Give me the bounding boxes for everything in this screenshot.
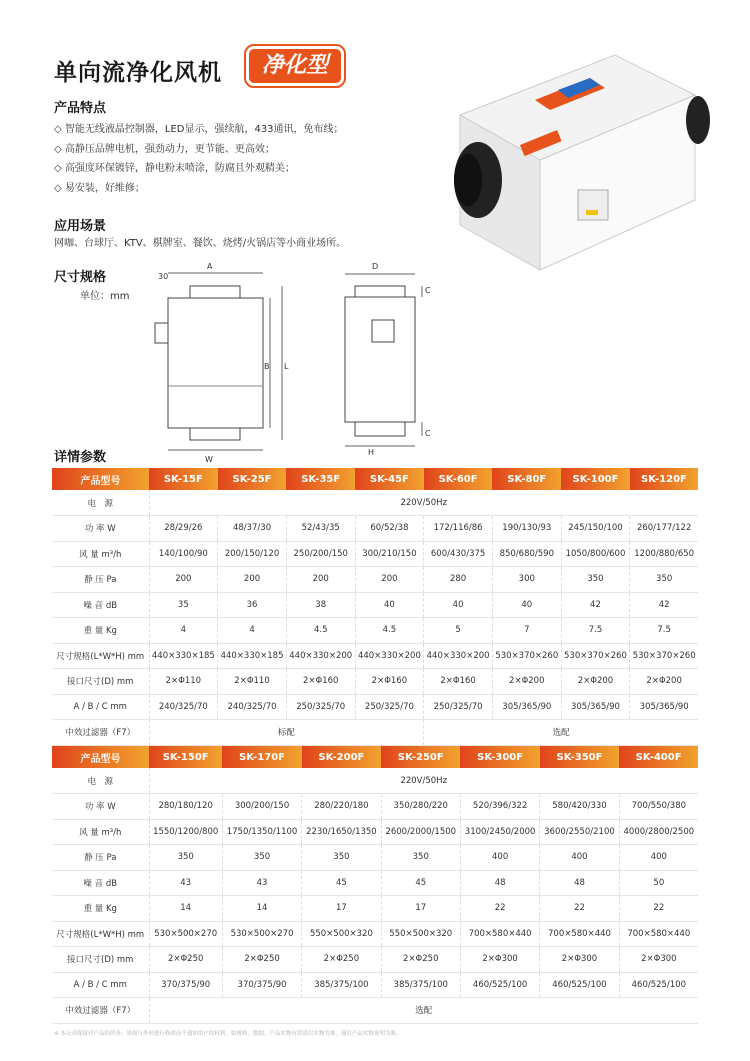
- table-row: [52, 541, 698, 567]
- table-row: [52, 896, 698, 922]
- model-label-header: 产品型号: [52, 746, 149, 768]
- table-cell: 220V/50Hz: [149, 490, 698, 516]
- table-cell: 305/365/90: [561, 694, 630, 720]
- table-cell: 550×500×320: [302, 921, 381, 947]
- row-label: 静 压 Pa: [52, 845, 149, 871]
- table-cell: 350: [561, 567, 630, 593]
- table-cell: 2×Φ300: [619, 947, 698, 973]
- table-cell: 440×330×185: [149, 643, 218, 669]
- table-cell: 选配: [149, 998, 698, 1024]
- front-view-drawing: [150, 258, 300, 463]
- table-cell: 700/550/380: [619, 794, 698, 820]
- table-cell: 440×330×200: [286, 643, 355, 669]
- table-cell: 7: [492, 618, 561, 644]
- table-cell: 600/430/375: [424, 541, 493, 567]
- footer-note: ※ 本公司保留对产品的改善、界面与外形进行修改而不通知用户的权利。如规格、数据、产品实物有误请以实物为准，谨以产品实物说明为准。: [54, 1031, 402, 1037]
- spec-table-1: [52, 468, 698, 746]
- row-label: 接口尺寸(D) mm: [52, 669, 149, 695]
- row-label: 电 源: [52, 768, 149, 794]
- feature-item: ◇ 易安装，好维修；: [54, 182, 145, 194]
- row-label: 噪 音 dB: [52, 870, 149, 896]
- row-label: 静 压 Pa: [52, 567, 149, 593]
- model-header: SK-35F: [286, 468, 355, 490]
- table-cell: 300/200/150: [222, 794, 301, 820]
- table-row: [52, 768, 698, 794]
- model-header: SK-150F: [149, 746, 222, 768]
- row-label: 风 量 m³/h: [52, 819, 149, 845]
- table-row: [52, 567, 698, 593]
- table-cell: 250/325/70: [355, 694, 424, 720]
- table-cell: 460/525/100: [619, 972, 698, 998]
- table-cell: 17: [381, 896, 460, 922]
- features-heading: 产品特点: [54, 101, 107, 116]
- table-cell: 3600/2550/2100: [540, 819, 619, 845]
- table-cell: 370/375/90: [222, 972, 301, 998]
- table-row: [52, 490, 698, 516]
- row-label: 尺寸规格(L*W*H) mm: [52, 643, 149, 669]
- row-label: 噪 音 dB: [52, 592, 149, 618]
- dim-l: L: [284, 362, 289, 371]
- table-cell: 200/150/120: [218, 541, 287, 567]
- table-cell: 43: [149, 870, 222, 896]
- application-heading: 应用场景: [54, 219, 107, 234]
- table-cell: 440×330×200: [355, 643, 424, 669]
- table-row: [52, 720, 698, 746]
- table-cell: 530×500×270: [149, 921, 222, 947]
- model-header: SK-45F: [355, 468, 424, 490]
- table-cell: 350: [222, 845, 301, 871]
- table-cell: 350: [630, 567, 698, 593]
- table-cell: 140/100/90: [149, 541, 218, 567]
- table-cell: 43: [222, 870, 301, 896]
- table-cell: 2×Φ300: [460, 947, 539, 973]
- table-cell: 550×500×320: [381, 921, 460, 947]
- spec-table-2: [52, 746, 698, 1024]
- table-cell: 530×370×260: [561, 643, 630, 669]
- table-cell: 48: [540, 870, 619, 896]
- table-cell: 530×370×260: [492, 643, 561, 669]
- row-label: 功 率 W: [52, 794, 149, 820]
- application-text: 网咖、台球厅、KTV、棋牌室、餐饮、烧烤/火锅店等小商业场所。: [54, 238, 347, 249]
- row-label: 功 率 W: [52, 516, 149, 542]
- dim-h: H: [368, 448, 375, 457]
- table-cell: 14: [149, 896, 222, 922]
- table-row: [52, 972, 698, 998]
- table-cell: 530×500×270: [222, 921, 301, 947]
- row-label: A / B / C mm: [52, 694, 149, 720]
- table-cell: 2×Φ300: [540, 947, 619, 973]
- table-cell: 38: [286, 592, 355, 618]
- table-cell: 40: [492, 592, 561, 618]
- model-header: SK-350F: [540, 746, 619, 768]
- table-row: [52, 794, 698, 820]
- table-cell: 2×Φ200: [492, 669, 561, 695]
- table-cell: 2×Φ110: [149, 669, 218, 695]
- table-cell: 2×Φ250: [222, 947, 301, 973]
- table-row: [52, 516, 698, 542]
- details-heading: 详情参数: [54, 450, 107, 465]
- table-cell: 22: [460, 896, 539, 922]
- dim-w: W: [205, 455, 213, 464]
- table-cell: 580/420/330: [540, 794, 619, 820]
- table-row: [52, 618, 698, 644]
- table-cell: 460/525/100: [540, 972, 619, 998]
- table-cell: 172/116/86: [424, 516, 493, 542]
- table-cell: 17: [302, 896, 381, 922]
- model-header: SK-60F: [424, 468, 493, 490]
- table-row: [52, 845, 698, 871]
- table-row: [52, 819, 698, 845]
- table-cell: 245/150/100: [561, 516, 630, 542]
- table-cell: 400: [460, 845, 539, 871]
- dim-30: 30: [158, 272, 169, 281]
- table-cell: 7.5: [630, 618, 698, 644]
- table-cell: 200: [149, 567, 218, 593]
- table-cell: 2×Φ200: [630, 669, 698, 695]
- model-header: SK-300F: [460, 746, 539, 768]
- table-cell: 530×370×260: [630, 643, 698, 669]
- table-cell: 2×Φ250: [302, 947, 381, 973]
- table-cell: 42: [630, 592, 698, 618]
- feature-list: [54, 120, 344, 198]
- table-cell: 700×580×440: [540, 921, 619, 947]
- table-cell: 50: [619, 870, 698, 896]
- page-title: 单向流净化风机: [54, 60, 222, 86]
- table-cell: 40: [424, 592, 493, 618]
- model-header: SK-200F: [302, 746, 381, 768]
- table-cell: 350: [302, 845, 381, 871]
- row-label: 重 量 Kg: [52, 896, 149, 922]
- dim-a: A: [207, 262, 213, 271]
- row-label: 尺寸规格(L*W*H) mm: [52, 921, 149, 947]
- table-cell: 42: [561, 592, 630, 618]
- table-cell: 28/29/26: [149, 516, 218, 542]
- table-row: [52, 998, 698, 1024]
- table-cell: 350: [381, 845, 460, 871]
- model-header: SK-120F: [630, 468, 698, 490]
- table-cell: 选配: [424, 720, 698, 746]
- table-cell: 700×580×440: [619, 921, 698, 947]
- table-cell: 3100/2450/2000: [460, 819, 539, 845]
- table-cell: 2×Φ160: [355, 669, 424, 695]
- table-row: [52, 694, 698, 720]
- row-label: 电 源: [52, 490, 149, 516]
- table-cell: 52/43/35: [286, 516, 355, 542]
- table-cell: 250/200/150: [286, 541, 355, 567]
- table-cell: 60/52/38: [355, 516, 424, 542]
- table-cell: 350/280/220: [381, 794, 460, 820]
- feature-item: ◇ 高静压品牌电机，强劲动力，更节能、更高效；: [54, 143, 275, 155]
- table-cell: 220V/50Hz: [149, 768, 698, 794]
- table-cell: 305/365/90: [630, 694, 698, 720]
- model-header: SK-100F: [561, 468, 630, 490]
- table-cell: 400: [619, 845, 698, 871]
- table-cell: 标配: [149, 720, 424, 746]
- table-cell: 14: [222, 896, 301, 922]
- table-cell: 2×Φ110: [218, 669, 287, 695]
- table-cell: 1550/1200/800: [149, 819, 222, 845]
- row-label: 接口尺寸(D) mm: [52, 947, 149, 973]
- table-cell: 305/365/90: [492, 694, 561, 720]
- table-header-row: [52, 468, 698, 490]
- table-cell: 200: [355, 567, 424, 593]
- table-cell: 400: [540, 845, 619, 871]
- table-cell: 440×330×185: [218, 643, 287, 669]
- model-header: SK-400F: [619, 746, 698, 768]
- table-cell: 45: [381, 870, 460, 896]
- table-cell: 1750/1350/1100: [222, 819, 301, 845]
- table-row: [52, 669, 698, 695]
- table-cell: 40: [355, 592, 424, 618]
- row-label: A / B / C mm: [52, 972, 149, 998]
- table-cell: 4: [218, 618, 287, 644]
- table-cell: 1050/800/600: [561, 541, 630, 567]
- table-cell: 35: [149, 592, 218, 618]
- dim-d: D: [372, 262, 379, 271]
- table-cell: 300/210/150: [355, 541, 424, 567]
- table-row: [52, 921, 698, 947]
- product-image: [440, 50, 710, 280]
- table-cell: 385/375/100: [302, 972, 381, 998]
- table-cell: 4000/2800/2500: [619, 819, 698, 845]
- table-row: [52, 592, 698, 618]
- table-cell: 250/325/70: [286, 694, 355, 720]
- table-cell: 2230/1650/1350: [302, 819, 381, 845]
- table-cell: 2×Φ160: [286, 669, 355, 695]
- table-cell: 36: [218, 592, 287, 618]
- dim-b: B: [264, 362, 270, 371]
- table-cell: 200: [286, 567, 355, 593]
- table-cell: 4.5: [286, 618, 355, 644]
- dim-c-top: C: [425, 286, 431, 295]
- model-header: SK-25F: [218, 468, 287, 490]
- model-label-header: 产品型号: [52, 468, 149, 490]
- row-label: 中效过滤器（F7）: [52, 720, 149, 746]
- table-cell: 350: [149, 845, 222, 871]
- table-cell: 280/220/180: [302, 794, 381, 820]
- table-cell: 700×580×440: [460, 921, 539, 947]
- table-cell: 240/325/70: [218, 694, 287, 720]
- table-cell: 1200/880/650: [630, 541, 698, 567]
- model-header: SK-80F: [492, 468, 561, 490]
- table-cell: 190/130/93: [492, 516, 561, 542]
- table-cell: 2×Φ160: [424, 669, 493, 695]
- table-cell: 7.5: [561, 618, 630, 644]
- table-cell: 250/325/70: [424, 694, 493, 720]
- feature-item: ◇ 智能无线液晶控制器，LED显示，强续航，433通讯，免布线；: [54, 124, 344, 135]
- feature-item: ◇ 高强度环保镀锌，静电粉末喷涂，防腐且外观精美；: [54, 163, 295, 174]
- table-cell: 300: [492, 567, 561, 593]
- table-cell: 240/325/70: [149, 694, 218, 720]
- table-row: [52, 643, 698, 669]
- model-header: SK-170F: [222, 746, 301, 768]
- table-cell: 2600/2000/1500: [381, 819, 460, 845]
- table-cell: 260/177/122: [630, 516, 698, 542]
- table-cell: 385/375/100: [381, 972, 460, 998]
- row-label: 中效过滤器（F7）: [52, 998, 149, 1024]
- table-cell: 4: [149, 618, 218, 644]
- row-label: 风 量 m³/h: [52, 541, 149, 567]
- size-heading: 尺寸规格: [54, 270, 107, 285]
- table-cell: 22: [619, 896, 698, 922]
- unit-label: 单位：mm: [80, 291, 130, 302]
- table-cell: 280/180/120: [149, 794, 222, 820]
- table-cell: 4.5: [355, 618, 424, 644]
- table-cell: 200: [218, 567, 287, 593]
- table-cell: 520/396/322: [460, 794, 539, 820]
- table-header-row: [52, 746, 698, 768]
- table-cell: 280: [424, 567, 493, 593]
- table-cell: 5: [424, 618, 493, 644]
- table-cell: 370/375/90: [149, 972, 222, 998]
- table-cell: 22: [540, 896, 619, 922]
- type-badge: 净化型: [246, 46, 344, 86]
- table-cell: 850/680/590: [492, 541, 561, 567]
- table-cell: 2×Φ250: [149, 947, 222, 973]
- table-cell: 48: [460, 870, 539, 896]
- model-header: SK-15F: [149, 468, 218, 490]
- table-cell: 45: [302, 870, 381, 896]
- row-label: 重 量 Kg: [52, 618, 149, 644]
- model-header: SK-250F: [381, 746, 460, 768]
- table-cell: 2×Φ250: [381, 947, 460, 973]
- table-cell: 460/525/100: [460, 972, 539, 998]
- table-row: [52, 870, 698, 896]
- table-row: [52, 947, 698, 973]
- table-cell: 440×330×200: [424, 643, 493, 669]
- table-cell: 2×Φ200: [561, 669, 630, 695]
- dim-c-bottom: C: [425, 429, 431, 438]
- table-cell: 48/37/30: [218, 516, 287, 542]
